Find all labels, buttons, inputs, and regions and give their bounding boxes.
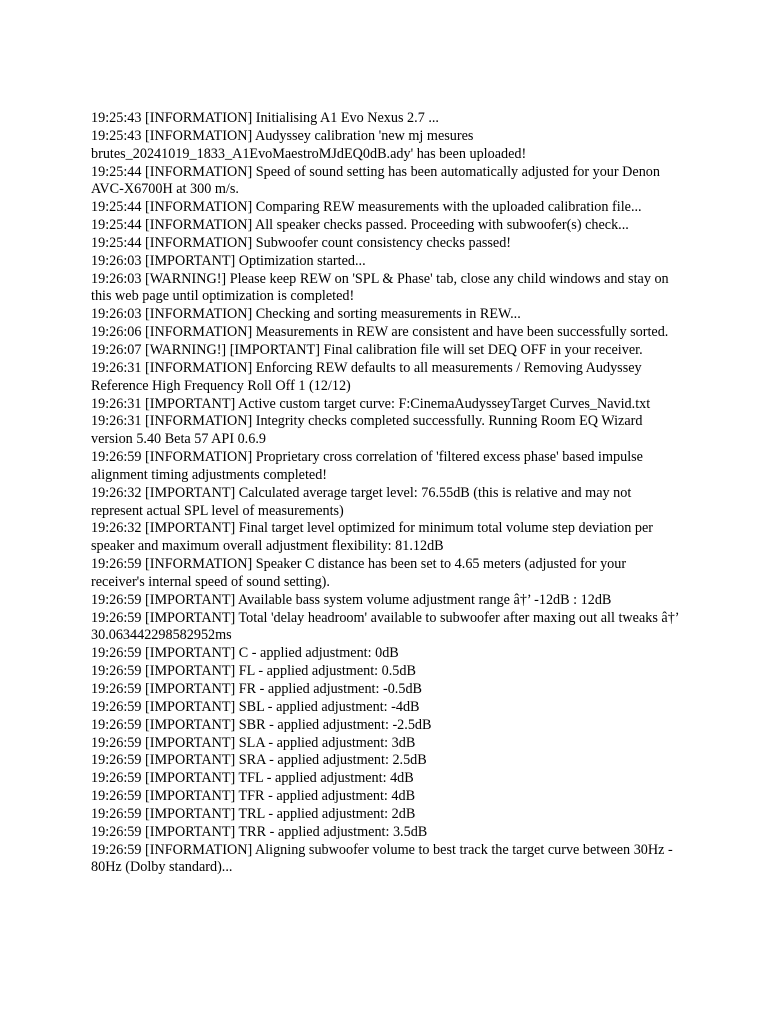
log-line: 19:26:59 [IMPORTANT] FR - applied adjustment: -0.5dB xyxy=(91,681,423,697)
log-line: 19:26:59 [IMPORTANT] TFR - applied adjustment: 4dB xyxy=(91,788,416,805)
log-line: 19:25:44 [INFORMATION] Subwoofer count consistency checks passed! xyxy=(91,234,512,251)
log-line: 19:26:59 [IMPORTANT] SRA - applied adjustment: 2.5dB xyxy=(91,752,427,769)
log-line: 19:26:59 [IMPORTANT] Total 'delay headroom' available to subwoofer after maxing out all tweaks â†’ 30.063442298582952ms xyxy=(91,609,679,644)
log-line: 19:26:03 [WARNING!] Please keep REW on 'SPL & Phase' tab, close any child windows and stay on this web page until optimization is completed! xyxy=(91,270,669,305)
log-line: 19:26:59 [IMPORTANT] TRR - applied adjustment: 3.5dB xyxy=(91,823,428,840)
log-line: 19:26:59 [IMPORTANT] TRL - applied adjustment: 2dB xyxy=(91,805,416,822)
log-line: 19:26:32 [IMPORTANT] Final target level optimized for minimum total volume step deviation per speaker and maximum overall adjustment flexibility: 81.12dB xyxy=(91,520,653,555)
log-line: 19:26:59 [INFORMATION] Proprietary cross correlation of 'filtered excess phase' based impulse alignment timing adjustments completed! xyxy=(91,449,643,483)
log-line: 19:26:03 [INFORMATION] Checking and sorting measurements in REW... xyxy=(91,306,521,323)
log-line: 19:25:43 [INFORMATION] Audyssey calibration 'new mj mesures brutes_20241019_1833_A1EvoMaestroMJdEQ0dB.ady' has been uploaded! xyxy=(91,127,527,162)
log-line: 19:26:59 [IMPORTANT] C - applied adjustment: 0dB xyxy=(91,645,399,662)
log-line: 19:26:59 [INFORMATION] Aligning subwoofer volume to best track the target curve between 30Hz - 80Hz (Dolby standard)... xyxy=(91,841,673,876)
log-line: 19:25:44 [INFORMATION] All speaker checks passed. Proceeding with subwoofer(s) check... xyxy=(91,217,629,234)
log-line: 19:26:31 [INFORMATION] Integrity checks completed successfully. Running Room EQ Wizard version 5.40 Beta 57 API 0.6.9 xyxy=(91,413,643,448)
log-line: 19:26:59 [IMPORTANT] FL - applied adjustment: 0.5dB xyxy=(91,663,416,680)
log-line: 19:26:59 [IMPORTANT] SLA - applied adjustment: 3dB xyxy=(91,734,416,751)
log-line: 19:26:06 [INFORMATION] Measurements in REW are consistent and have been successfully sorted. xyxy=(91,324,669,341)
log-line: 19:26:59 [INFORMATION] Speaker C distance has been set to 4.65 meters (adjusted for your receiver's internal speed of sound setting). xyxy=(91,556,627,590)
log-line: 19:26:59 [IMPORTANT] SBL - applied adjustment: -4dB xyxy=(91,698,420,715)
log-line: 19:26:59 [IMPORTANT] SBR - applied adjustment: -2.5dB xyxy=(91,716,432,733)
log-line: 19:26:31 [INFORMATION] Enforcing REW defaults to all measurements / Removing Audyssey Reference High Frequency Roll Off 1 (12/12) xyxy=(91,359,642,394)
log-output xyxy=(91,110,681,877)
log-line: 19:26:59 [IMPORTANT] Available bass system volume adjustment range â†’ -12dB : 12dB xyxy=(91,591,612,608)
log-line: 19:26:59 [IMPORTANT] TFL - applied adjustment: 4dB xyxy=(91,770,414,787)
log-line: 19:26:31 [IMPORTANT] Active custom target curve: F:CinemaAudysseyTarget Curves_Navid.txt xyxy=(91,395,651,412)
log-line: 19:25:43 [INFORMATION] Initialising A1 Evo Nexus 2.7 ... xyxy=(91,110,439,126)
log-line: 19:26:07 [WARNING!] [IMPORTANT] Final calibration file will set DEQ OFF in your receiver. xyxy=(91,341,643,358)
log-line: 19:25:44 [INFORMATION] Comparing REW measurements with the uploaded calibration file... xyxy=(91,199,642,216)
log-line: 19:25:44 [INFORMATION] Speed of sound setting has been automatically adjusted for your Denon AVC-X6700H at 300 m/s. xyxy=(91,163,660,198)
log-line: 19:26:32 [IMPORTANT] Calculated average target level: 76.55dB (this is relative and may not represent actual SPL level of measurements) xyxy=(91,484,632,519)
log-line: 19:26:03 [IMPORTANT] Optimization started... xyxy=(91,252,366,269)
